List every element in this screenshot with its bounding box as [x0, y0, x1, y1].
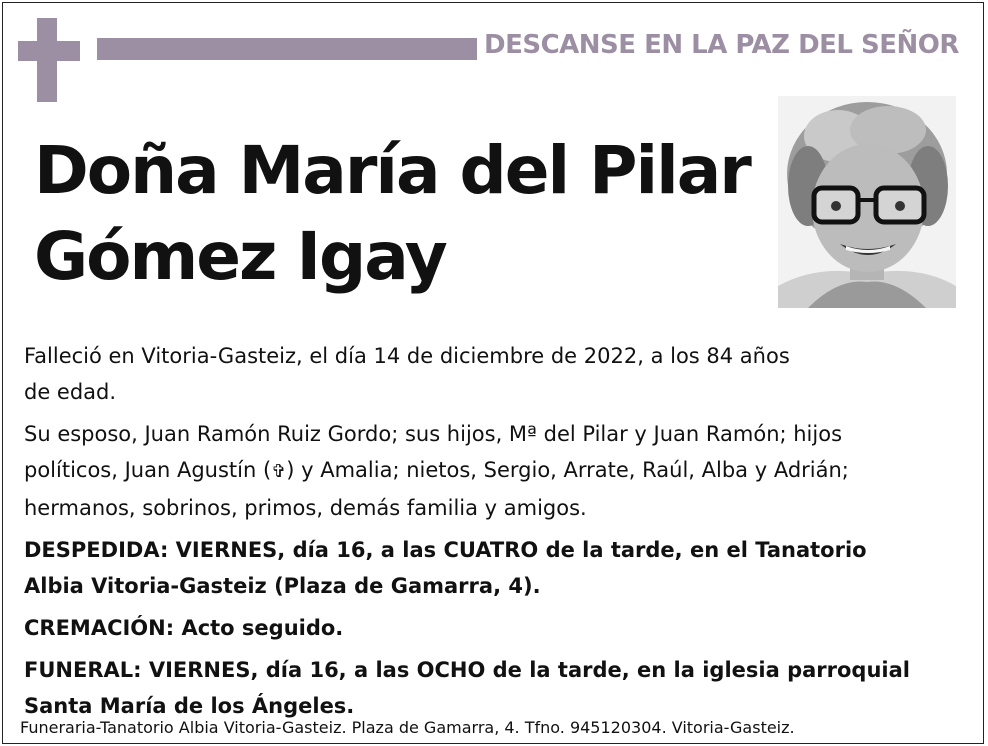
deceased-name — [34, 128, 774, 300]
portrait-photo-icon — [778, 96, 956, 308]
deceased-cross-icon: ✞ — [271, 461, 287, 482]
death-line-2: de edad. — [24, 380, 117, 404]
footer-funeral-home: Funeraria-Tanatorio Albia Vitoria-Gasteiz. Plaza de Gamarra, 4. Tfno. 945120304. Vitoria-Gasteiz. — [20, 718, 795, 737]
family-line-3: hermanos, sobrinos, primos, demás familia y amigos. — [24, 496, 587, 520]
family-line-2b: ) y Amalia; nietos, Sergio, Arrate, Raúl, Alba y Adrián; — [286, 458, 849, 482]
cremation-line: CREMACIÓN: Acto seguido. — [24, 616, 344, 640]
farewell-line-2: Albia Vitoria-Gasteiz (Plaza de Gamarra, 4). — [24, 574, 541, 598]
farewell-paragraph — [24, 532, 964, 604]
death-paragraph — [24, 338, 964, 410]
funeral-line-2: Santa María de los Ángeles. — [24, 694, 355, 718]
name-line-1: Doña María del Pilar — [34, 132, 750, 209]
funeral-paragraph — [24, 652, 964, 724]
family-paragraph — [24, 416, 964, 526]
death-line-1: Falleció en Vitoria-Gasteiz, el día 14 de diciembre de 2022, a los 84 años — [24, 344, 790, 368]
header-bar — [97, 38, 477, 60]
funeral-line-1: FUNERAL: VIERNES, día 16, a las OCHO de la tarde, en la iglesia parroquial — [24, 658, 910, 682]
cremation-paragraph — [24, 610, 964, 646]
obituary-body — [24, 338, 964, 730]
farewell-line-1: DESPEDIDA: VIERNES, día 16, a las CUATRO de la tarde, en el Tanatorio — [24, 538, 867, 562]
family-line-1: Su esposo, Juan Ramón Ruiz Gordo; sus hijos, Mª del Pilar y Juan Ramón; hijos — [24, 422, 843, 446]
name-line-2: Gómez Igay — [34, 218, 446, 295]
family-line-2a: políticos, Juan Agustín ( — [24, 458, 272, 482]
header-title: DESCANSE EN LA PAZ DEL SEÑOR — [484, 30, 959, 60]
latin-cross-icon — [18, 18, 80, 102]
family-line-2 — [24, 452, 964, 490]
